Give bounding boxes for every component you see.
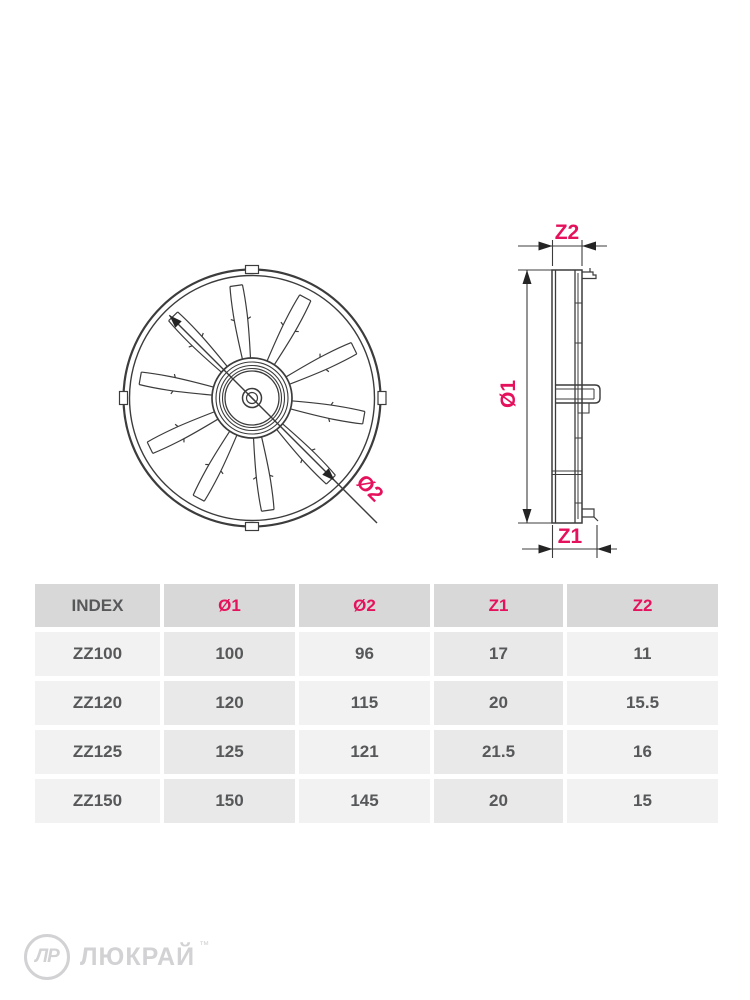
table-cell: ZZ120 — [35, 681, 160, 725]
dim-label-z2: Z2 — [554, 221, 580, 244]
front-view-diagram — [105, 250, 405, 550]
dimension-z2 — [518, 221, 607, 266]
side-profile — [552, 268, 600, 523]
dimension-z1 — [522, 525, 617, 558]
table-cell: 16 — [567, 730, 718, 774]
dimension-d1 — [497, 270, 557, 523]
dim-label-d1: Ø1 — [497, 379, 520, 409]
table-cell: 11 — [567, 632, 718, 676]
table-cell: ZZ100 — [35, 632, 160, 676]
table-cell: 15 — [567, 779, 718, 823]
logo-mark-icon: ЛР — [24, 934, 70, 980]
table-cell: 15.5 — [567, 681, 718, 725]
table-cell: 20 — [434, 681, 563, 725]
table-cell: 125 — [164, 730, 295, 774]
table-cell: 100 — [164, 632, 295, 676]
table-header-z2: Z2 — [567, 584, 718, 627]
table-cell: 121 — [299, 730, 430, 774]
dim-label-z1: Z1 — [557, 525, 583, 548]
side-view-diagram — [485, 213, 635, 568]
trademark-symbol: ™ — [199, 940, 210, 951]
table-cell: 21.5 — [434, 730, 563, 774]
table-cell: ZZ125 — [35, 730, 160, 774]
dim-label-d2: Ø2 — [351, 470, 388, 507]
table-cell: 145 — [299, 779, 430, 823]
table-header-d1: Ø1 — [164, 584, 295, 627]
table-cell: 17 — [434, 632, 563, 676]
table-cell: 150 — [164, 779, 295, 823]
brand-name: ЛЮКРАЙ — [80, 942, 196, 971]
brand-logo — [24, 934, 209, 980]
spec-table — [35, 584, 718, 823]
table-cell: 120 — [164, 681, 295, 725]
table-header-z1: Z1 — [434, 584, 563, 627]
table-cell: 20 — [434, 779, 563, 823]
table-cell: 115 — [299, 681, 430, 725]
table-cell: 96 — [299, 632, 430, 676]
table-header-index: INDEX — [35, 584, 160, 627]
table-cell: ZZ150 — [35, 779, 160, 823]
table-header-d2: Ø2 — [299, 584, 430, 627]
